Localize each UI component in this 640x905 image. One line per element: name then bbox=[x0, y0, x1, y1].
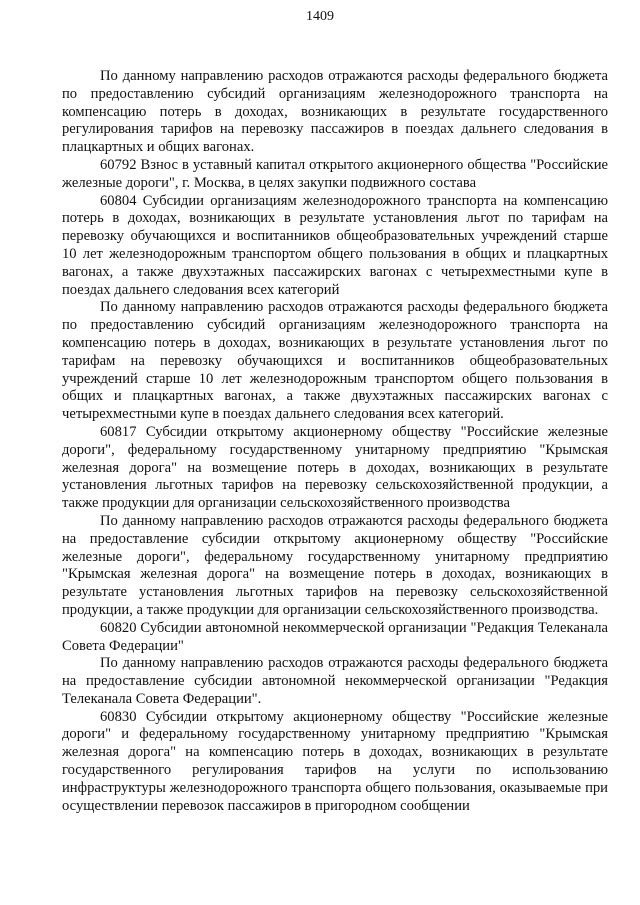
paragraph-code-60792: 60792 Взнос в уставный капитал открытого акционерного общества "Российские железные дороги", г. Москва, в целях закупки подвижного состава bbox=[62, 156, 608, 191]
page-number: 1409 bbox=[306, 9, 334, 24]
paragraph-code-60817: 60817 Субсидии открытому акционерному обществу "Российские железные дороги", федеральному государственному унитарному предприятию "Крымская железная дорога" на возмещение потерь в доходах, возникающих в результате установления льготных тарифов на перевозку сельскохозяйственной продукции, а также продукции для организации сельскохозяйственного производства bbox=[62, 423, 608, 512]
paragraph-expense-description: По данному направлению расходов отражаются расходы федерального бюджета на предоставление субсидии автономной некоммерческой организации "Редакция Телеканала Совета Федерации". bbox=[62, 655, 608, 707]
paragraph-expense-description: По данному направлению расходов отражаются расходы федерального бюджета на предоставление субсидии открытому акционерному обществу "Российские железные дороги", федеральному государственному унитарному предприятию "Крымская железная дорога" на возмещение потерь в доходах, возникающих в результате установления льготных тарифов на перевозку сельскохозяйственной продукции, а также продукции для организации сельскохозяйственного производства. bbox=[62, 512, 608, 618]
paragraph-code-60804: 60804 Субсидии организациям железнодорожного транспорта на компенсацию потерь в доходах, возникающих в результате установления льгот по тарифам на перевозку обучающихся и воспитанников общеобразовательных учреждений старше 10 лет железнодорожным транспортом общего пользования в общих и плацкартных вагонах, а также двухэтажных пассажирских вагонах с четырехместными купе в поездах дальнего следования всех категорий bbox=[62, 192, 608, 298]
paragraph-code-60820: 60820 Субсидии автономной некоммерческой организации "Редакция Телеканала Совета Федерации" bbox=[62, 619, 608, 654]
paragraph-expense-description: По данному направлению расходов отражаются расходы федерального бюджета по предоставлению субсидий организациям железнодорожного транспорта на компенсацию потерь в доходах, возникающих в результате государственного регулирования тарифов на перевозку пассажиров в поездах дальнего следования в плацкартных и общих вагонах. bbox=[62, 68, 608, 156]
paragraph-expense-description: По данному направлению расходов отражаются расходы федерального бюджета по предоставлению субсидий организациям железнодорожного транспорта на компенсацию потерь в доходах, возникающих в результате установления льгот по тарифам на перевозку обучающихся и воспитанников общеобразовательных учреждений старше 10 лет железнодорожным транспортом общего пользования в общих и плацкартных вагонах, а также двухэтажных пассажирских вагонах с четырехместными купе в поездах дальнего следования всех категорий. bbox=[62, 299, 608, 423]
paragraph-code-60830: 60830 Субсидии открытому акционерному обществу "Российские железные дороги" и федеральному государственному унитарному предприятию "Крымская железная дорога" на компенсацию потерь в доходах, возникающих в результате государственного регулирования тарифов на услуги по использованию инфраструктуры железнодорожного транспорта общего пользования, оказываемые при осуществлении перевозок пассажиров в пригородном сообщении bbox=[62, 708, 608, 814]
document-body bbox=[62, 68, 608, 815]
